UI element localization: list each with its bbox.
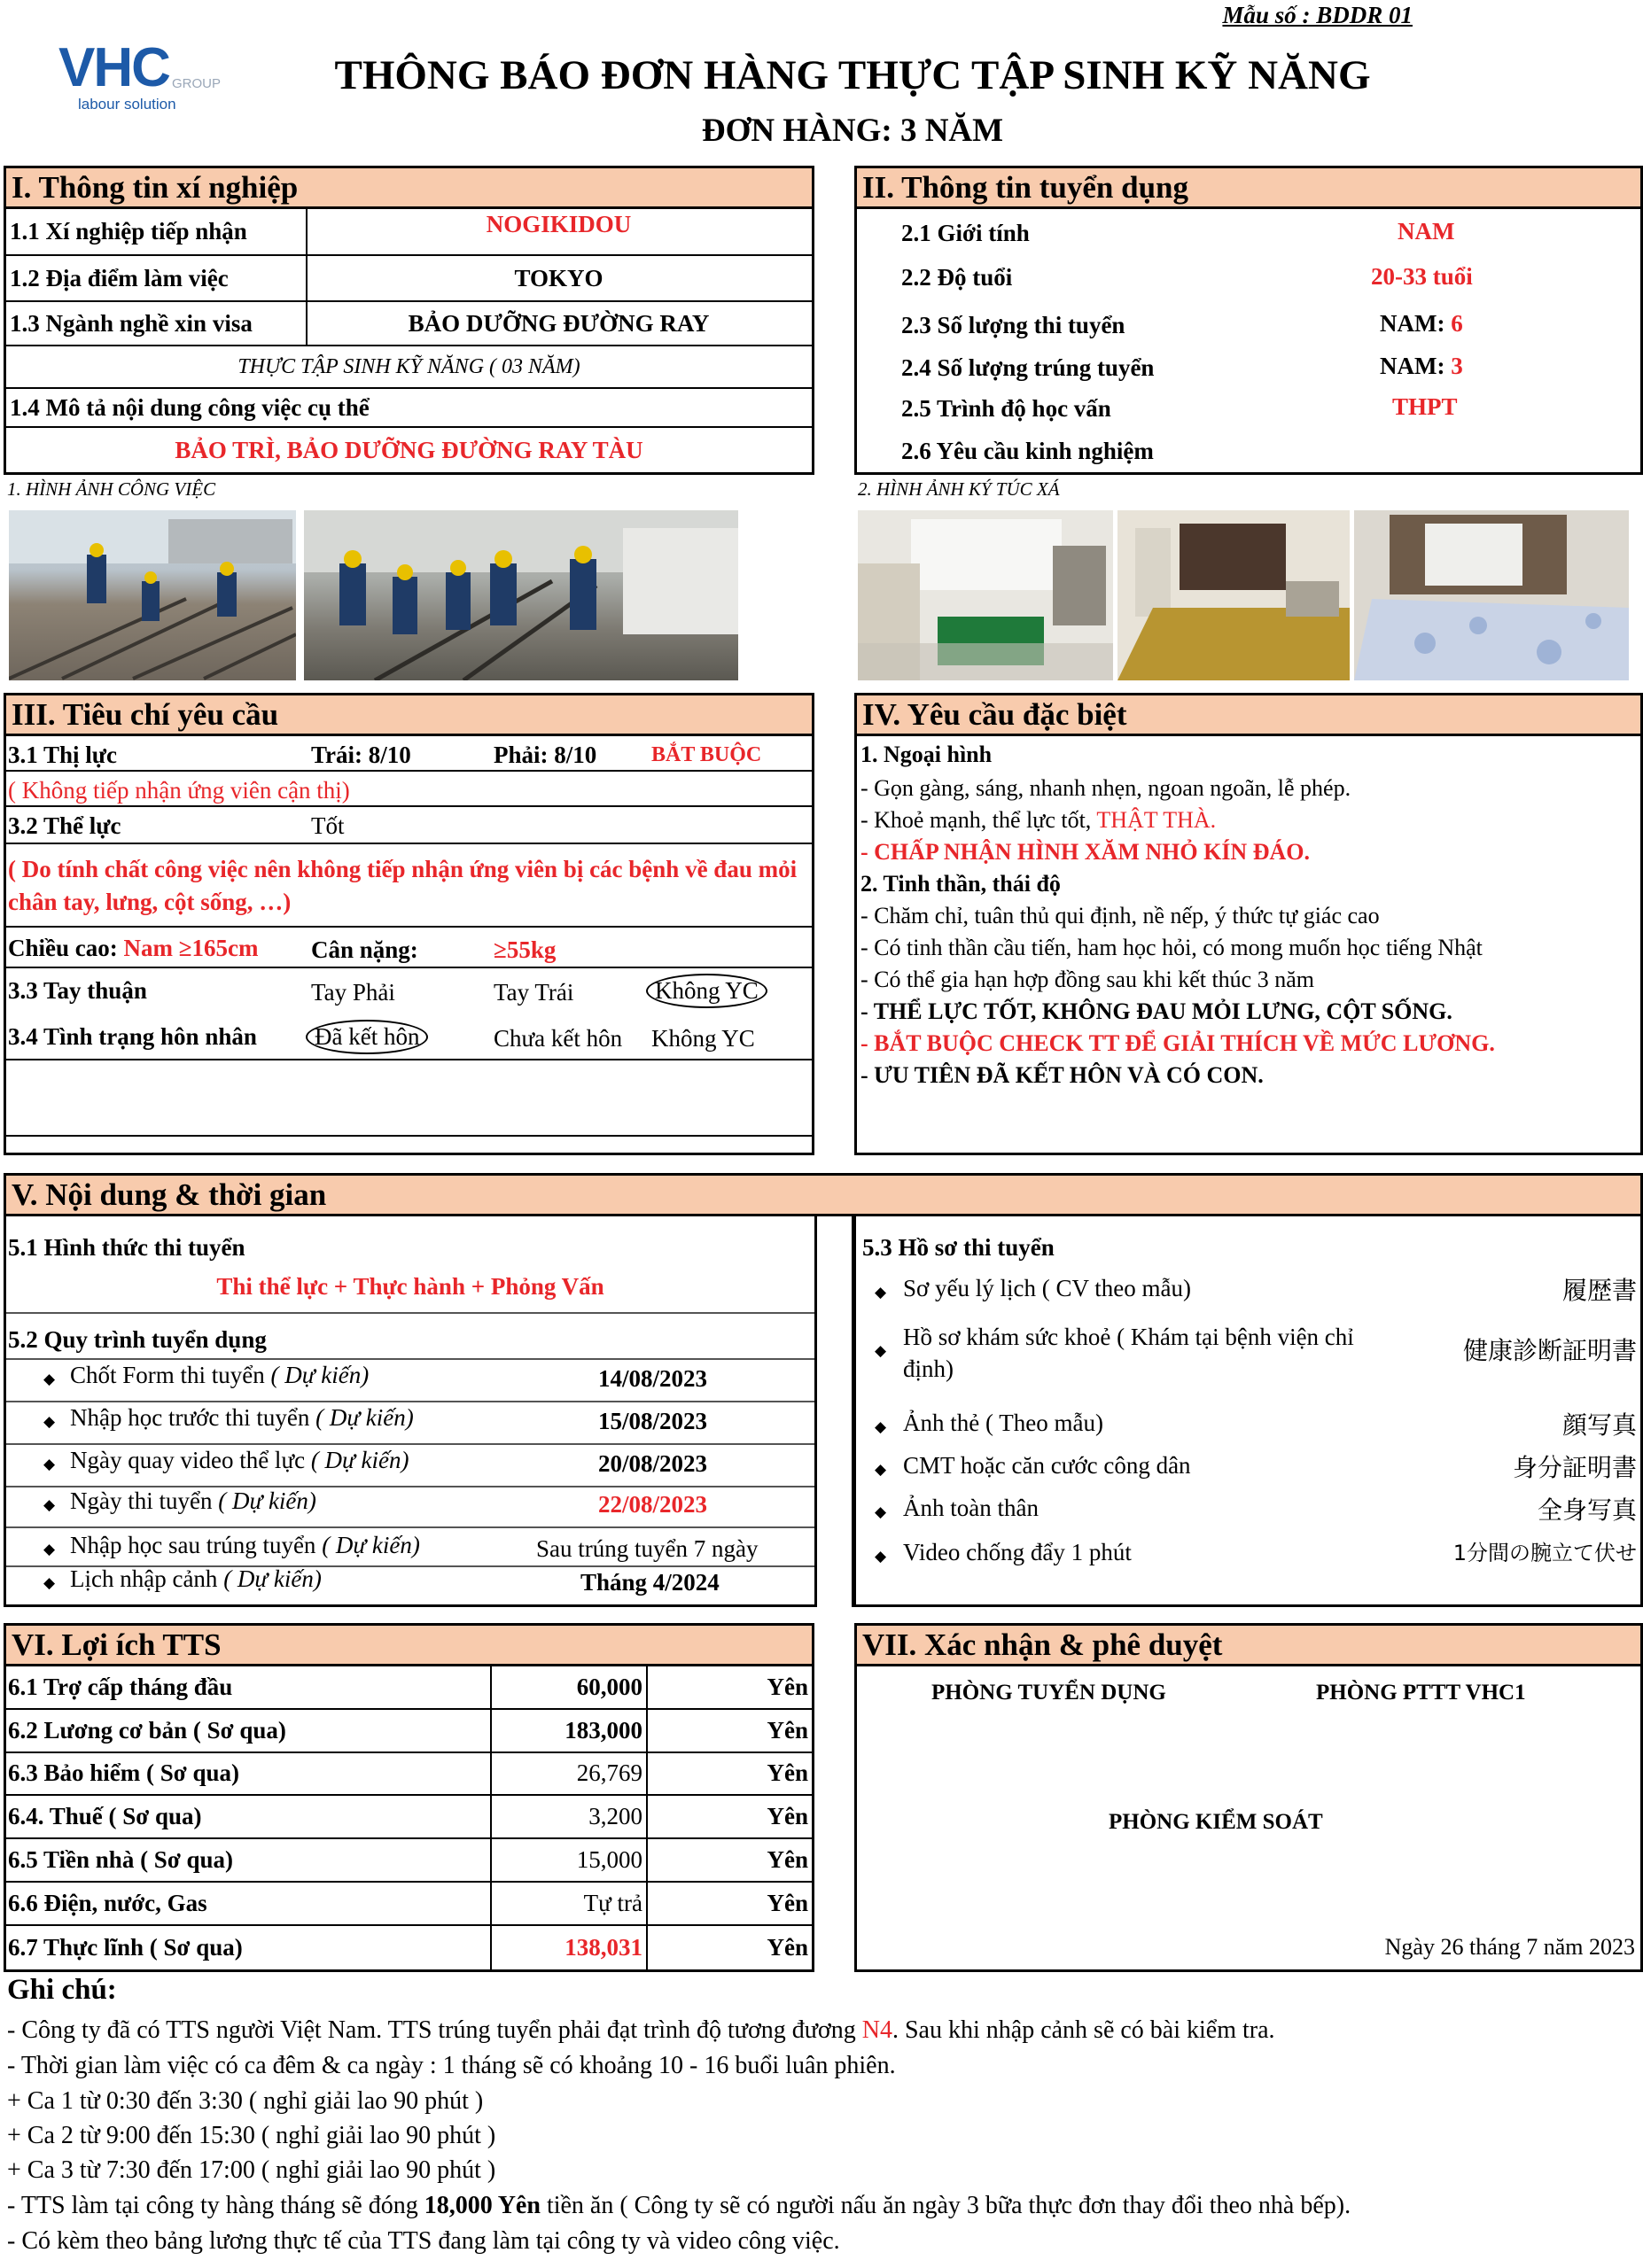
appearance-emphasis: THẬT THÀ. <box>1096 807 1217 833</box>
appearance-line <box>860 807 1216 834</box>
hand-row <box>6 968 812 1014</box>
hand-label: 3.3 Tay thuận <box>8 977 147 1004</box>
logo-tagline: labour solution <box>78 96 176 113</box>
fitness-note: ( Do tính chất công việc nên không tiếp nhận ứng viên bị các bệnh về đau mỏi chân tay, lưng, cột sống, …) <box>8 856 798 915</box>
fitness-note-row <box>6 844 812 928</box>
section-requirements <box>4 693 814 1155</box>
dorm-photo-2 <box>1117 510 1350 680</box>
note-emphasis: N4 <box>861 2016 892 2044</box>
process-step-date: 14/08/2023 <box>598 1365 708 1392</box>
step-name: Ngày thi tuyển <box>70 1487 213 1514</box>
benefit-label: 6.7 Thực lĩnh ( Sơ qua) <box>8 1933 243 1961</box>
note-text: tiền ăn ( Công ty sẽ có người nấu ăn ngày 3 bữa thực đơn thay đổi theo nhà bếp). <box>540 2192 1351 2219</box>
step-name: Lịch nhập cảnh <box>70 1565 218 1592</box>
height-label <box>8 935 259 962</box>
benefit-value: 26,769 <box>576 1759 642 1787</box>
row-value: TOKYO <box>514 264 603 291</box>
benefit-row <box>6 1710 812 1753</box>
benefit-value: 183,000 <box>565 1716 642 1744</box>
doc-name: Sơ yếu lý lịch ( CV theo mẫu) <box>903 1275 1191 1301</box>
doc-name-jp: 顔写真 <box>1561 1410 1637 1440</box>
row-label: 1.2 Địa điểm làm việc <box>10 264 229 291</box>
benefit-value: 3,200 <box>588 1803 642 1830</box>
benefit-label: 6.5 Tiền nhà ( Sơ qua) <box>8 1846 234 1874</box>
value-prefix: NAM: <box>1380 310 1452 337</box>
logo-brand: VHC <box>58 37 169 98</box>
bullet-icon: ◆ <box>875 1503 887 1520</box>
step-note: ( Dự kiến) <box>218 1487 316 1514</box>
doc-name: CMT hoặc căn cước công dân <box>903 1452 1191 1479</box>
note-line: + Ca 3 từ 7:30 đến 17:00 ( nghỉ giải lao 90 phút ) <box>7 2156 496 2184</box>
dorm-photos-caption: 2. HÌNH ẢNH KÝ TÚC XÁ <box>858 478 1060 500</box>
row-label: 2.3 Số lượng thi tuyển <box>901 312 1125 338</box>
dorm-photo-3 <box>1354 510 1629 680</box>
job-desc-label: 1.4 Mô tả nội dung công việc cụ thể <box>10 393 370 421</box>
visa-type-row <box>6 346 812 389</box>
row-label: 1.1 Xí nghiệp tiếp nhận <box>10 218 247 245</box>
fitness-value: Tốt <box>311 812 345 839</box>
benefit-row <box>6 1666 812 1710</box>
hand-option-any-selected: Không YC <box>646 974 767 1008</box>
value-number: 6 <box>1451 310 1463 337</box>
section-heading: VI. Lợi ích TTS <box>6 1626 812 1666</box>
height-label-text: Chiều cao: <box>8 935 124 961</box>
section-heading: VII. Xác nhận & phê duyệt <box>857 1626 1640 1666</box>
benefit-currency: Yên <box>767 1673 808 1700</box>
note-text: . Sau khi nhập cảnh sẽ có bài kiểm tra. <box>892 2016 1275 2044</box>
row-value: NOGIKIDOU <box>486 211 632 237</box>
benefit-row <box>6 1839 812 1883</box>
benefit-label: 6.6 Điện, nước, Gas <box>8 1889 207 1916</box>
bullet-icon: ◆ <box>875 1284 887 1301</box>
info-row <box>6 256 812 302</box>
note-line: - Có kèm theo bảng lương thực tế của TTS đang làm tại công ty và video công việc. <box>7 2227 840 2255</box>
row-label: 2.5 Trình độ học vấn <box>901 395 1111 422</box>
exam-form-value: Thi thể lực + Thực hành + Phỏng Vấn <box>216 1273 604 1300</box>
step-name: Nhập học trước thi tuyển <box>70 1404 310 1431</box>
bullet-icon: ◆ <box>875 1418 887 1435</box>
section-heading: V. Nội dung & thời gian <box>6 1176 1640 1216</box>
section-benefits <box>4 1623 814 1972</box>
section-recruitment-info <box>854 166 1643 475</box>
bullet-icon: ◆ <box>43 1496 56 1513</box>
work-photos-caption: 1. HÌNH ẢNH CÔNG VIỆC <box>7 478 216 500</box>
benefit-row <box>6 1883 812 1926</box>
dorm-photo-1 <box>858 510 1113 680</box>
benefit-value: 138,031 <box>565 1933 642 1961</box>
benefit-currency: Yên <box>767 1846 808 1874</box>
appearance-text: - Khoẻ mạnh, thể lực tốt, <box>860 807 1097 833</box>
step-name: Nhập học sau trúng tuyển <box>70 1532 316 1558</box>
row-label: 1.3 Ngành nghề xin visa <box>10 309 253 337</box>
process-step-name <box>70 1532 420 1559</box>
logo-group: GROUP <box>172 76 222 91</box>
doc-name: Hồ sơ khám sức khoẻ ( Khám tại bệnh viện chỉ định) <box>903 1324 1354 1382</box>
row-value: NAM <box>1398 218 1455 245</box>
benefit-row <box>6 1753 812 1797</box>
dept-control: PHÒNG KIỂM SOÁT <box>1109 1810 1323 1834</box>
benefit-row <box>6 1796 812 1839</box>
doc-name: Ảnh toàn thân <box>903 1495 1039 1521</box>
row-label: 2.4 Số lượng trúng tuyển <box>901 354 1155 381</box>
bullet-icon: ◆ <box>43 1371 56 1387</box>
note-line <box>7 2016 1275 2045</box>
bullet-icon: ◆ <box>875 1461 887 1478</box>
row-label: 2.2 Độ tuổi <box>901 264 1013 291</box>
benefit-label: 6.2 Lương cơ bản ( Sơ qua) <box>8 1716 286 1744</box>
benefit-label: 6.3 Bảo hiểm ( Sơ qua) <box>8 1759 239 1787</box>
attitude-line: - THỂ LỰC TỐT, KHÔNG ĐAU MỎI LƯNG, CỘT SỐNG. <box>860 998 1452 1024</box>
row-value: 20-33 tuổi <box>1371 263 1473 290</box>
weight-label: Cân nặng: <box>311 936 418 963</box>
marital-option-married-selected: Đã kết hôn <box>306 1020 428 1054</box>
process-step-date: 15/08/2023 <box>598 1408 708 1434</box>
info-row <box>6 302 812 346</box>
benefit-currency: Yên <box>767 1759 808 1787</box>
process-step-name <box>70 1487 316 1515</box>
value-number: 3 <box>1451 353 1463 379</box>
appearance-line: - Gọn gàng, sáng, nhanh nhẹn, ngoan ngoãn, lễ phép. <box>860 775 1351 801</box>
docs-label: 5.3 Hồ sơ thi tuyển <box>862 1234 1055 1261</box>
process-step-name <box>70 1565 322 1593</box>
dept-pttt: PHÒNG PTTT VHC1 <box>1316 1681 1526 1705</box>
appearance-title: 1. Ngoại hình <box>860 742 993 767</box>
marital-option-any: Không YC <box>651 1025 755 1052</box>
note-line: + Ca 2 từ 9:00 đến 15:30 ( nghỉ giải lao 90 phút ) <box>7 2122 496 2149</box>
section-content-time <box>4 1173 1643 1607</box>
vision-note: ( Không tiếp nhận ứng viên cận thị) <box>8 777 350 804</box>
benefit-currency: Yên <box>767 1716 808 1744</box>
step-name: Chốt Form thi tuyển <box>70 1362 265 1388</box>
process-step-date: Sau trúng tuyển 7 ngày <box>536 1535 759 1562</box>
info-row <box>6 209 812 256</box>
section-company-info <box>4 166 814 475</box>
hand-option-right: Tay Phải <box>311 979 395 1006</box>
doc-name: Video chống đẩy 1 phút <box>903 1539 1132 1565</box>
page-subtitle: ĐƠN HÀNG: 3 NĂM <box>701 113 1004 149</box>
value-prefix: NAM: <box>1380 353 1452 379</box>
attitude-line: - Chăm chỉ, tuân thủ qui định, nề nếp, ý thức tự giác cao <box>860 903 1380 928</box>
height-value: Nam ≥165cm <box>123 935 259 961</box>
bullet-icon: ◆ <box>875 1548 887 1565</box>
step-name: Ngày quay video thể lực <box>70 1447 306 1473</box>
visa-type: THỰC TẬP SINH KỸ NĂNG ( 03 NĂM) <box>237 354 580 378</box>
bullet-icon: ◆ <box>43 1456 56 1472</box>
attitude-title: 2. Tinh thần, thái độ <box>860 871 1061 897</box>
row-value: BẢO DƯỠNG ĐƯỜNG RAY <box>408 309 710 337</box>
benefit-row <box>6 1926 812 1969</box>
note-line: - Thời gian làm việc có ca đêm & ca ngày : 1 tháng sẽ có khoảng 10 - 16 buổi luân phiên. <box>7 2052 896 2079</box>
vision-note-row <box>6 772 812 807</box>
attitude-line: - Có tinh thần cầu tiến, ham học hỏi, có mong muốn học tiếng Nhật <box>860 935 1483 960</box>
vision-required: BẮT BUỘC <box>651 743 762 766</box>
bullet-icon: ◆ <box>43 1574 56 1591</box>
vision-label: 3.1 Thị lực <box>8 742 117 768</box>
row-value <box>1380 310 1463 338</box>
section-heading: IV. Yêu cầu đặc biệt <box>857 695 1640 736</box>
process-step-name <box>70 1447 409 1474</box>
bullet-icon: ◆ <box>43 1413 56 1430</box>
row-label: 2.1 Giới tính <box>901 220 1030 246</box>
work-photo-1 <box>9 510 296 680</box>
bullet-icon: ◆ <box>43 1541 56 1557</box>
benefit-label: 6.4. Thuế ( Sơ qua) <box>8 1803 202 1830</box>
note-text: - TTS làm tại công ty hàng tháng sẽ đóng <box>7 2192 424 2219</box>
process-step-name <box>70 1404 414 1432</box>
section-heading: II. Thông tin tuyển dụng <box>857 168 1640 209</box>
doc-name-jp: 履歴書 <box>1561 1276 1637 1305</box>
process-step-name <box>70 1362 369 1389</box>
marital-option-single: Chưa kết hôn <box>494 1025 623 1052</box>
step-note: ( Dự kiến) <box>270 1362 370 1388</box>
attitude-line: - BẮT BUỘC CHECK TT ĐỂ GIẢI THÍCH VỀ MỨC LƯƠNG. <box>860 1030 1495 1056</box>
benefit-value: 15,000 <box>576 1846 642 1874</box>
work-photo-2 <box>304 510 738 680</box>
step-note: ( Dự kiến) <box>223 1565 322 1592</box>
step-note: ( Dự kiến) <box>315 1404 414 1431</box>
benefit-label: 6.1 Trợ cấp tháng đầu <box>8 1673 233 1700</box>
form-code: Mẫu số : BDDR 01 <box>1222 2 1413 28</box>
doc-name-jp: 健康診断証明書 <box>1462 1336 1637 1365</box>
empty-row <box>6 1060 812 1137</box>
step-note: ( Dự kiến) <box>322 1532 420 1558</box>
fitness-label: 3.2 Thể lực <box>8 812 121 839</box>
approval-date: Ngày 26 tháng 7 năm 2023 <box>1384 1934 1635 1960</box>
note-emphasis: 18,000 Yên <box>424 2192 541 2219</box>
doc-name-jp: 1分間の腕立て伏せ <box>1452 1541 1637 1565</box>
process-step-date: Tháng 4/2024 <box>580 1569 720 1596</box>
doc-name-jp: 全身写真 <box>1537 1495 1637 1525</box>
weight-value: ≥55kg <box>494 936 557 963</box>
attitude-line: - ƯU TIÊN ĐÃ KẾT HÔN VÀ CÓ CON. <box>860 1062 1264 1088</box>
benefit-value: 60,000 <box>576 1673 642 1700</box>
dept-recruitment: PHÒNG TUYỂN DỤNG <box>931 1681 1166 1705</box>
step-note: ( Dự kiến) <box>310 1447 409 1473</box>
vision-left: Trái: 8/10 <box>311 742 411 768</box>
benefit-value: Tự trả <box>583 1889 642 1916</box>
doc-name-jp: 身分証明書 <box>1512 1453 1637 1482</box>
section-approval <box>854 1623 1643 1972</box>
benefit-currency: Yên <box>767 1803 808 1830</box>
vision-right: Phải: 8/10 <box>494 742 597 768</box>
benefit-currency: Yên <box>767 1933 808 1961</box>
job-desc-value: BẢO TRÌ, BẢO DƯỠNG ĐƯỜNG RAY TÀU <box>175 436 643 463</box>
row-value: THPT <box>1392 393 1458 420</box>
marital-row <box>6 1014 812 1060</box>
notes-title: Ghi chú: <box>7 1974 117 2006</box>
doc-name: Ảnh thẻ ( Theo mẫu) <box>903 1410 1103 1436</box>
section-heading: I. Thông tin xí nghiệp <box>6 168 812 209</box>
benefit-currency: Yên <box>767 1889 808 1916</box>
exam-form-label: 5.1 Hình thức thi tuyển <box>8 1234 245 1261</box>
process-step-date: 22/08/2023 <box>598 1491 708 1518</box>
job-desc-value-row <box>6 428 812 472</box>
note-line <box>7 2192 1351 2220</box>
process-step-date: 20/08/2023 <box>598 1450 708 1477</box>
marital-label: 3.4 Tình trạng hôn nhân <box>8 1023 257 1050</box>
section-heading: III. Tiêu chí yêu cầu <box>6 695 812 736</box>
job-desc-row <box>6 389 812 428</box>
note-text: - Công ty đã có TTS người Việt Nam. TTS trúng tuyển phải đạt trình độ tương đương <box>7 2016 862 2044</box>
attitude-line: - Có thể gia hạn hợp đồng sau khi kết thúc 3 năm <box>860 967 1314 992</box>
row-value <box>1380 353 1463 380</box>
height-weight-row <box>6 928 812 968</box>
process-label: 5.2 Quy trình tuyển dụng <box>8 1326 267 1353</box>
page-title: THÔNG BÁO ĐƠN HÀNG THỰC TẬP SINH KỸ NĂNG <box>334 52 1371 98</box>
bullet-icon: ◆ <box>875 1342 887 1359</box>
appearance-line: - CHẤP NHẬN HÌNH XĂM NHỎ KÍN ĐÁO. <box>860 839 1310 865</box>
section-special-requirements <box>854 693 1643 1155</box>
note-line: + Ca 1 từ 0:30 đến 3:30 ( nghỉ giải lao 90 phút ) <box>7 2087 484 2115</box>
row-label: 2.6 Yêu cầu kinh nghiệm <box>901 438 1154 464</box>
vision-row <box>6 736 812 772</box>
fitness-row <box>6 807 812 844</box>
hand-option-left: Tay Trái <box>494 979 574 1006</box>
